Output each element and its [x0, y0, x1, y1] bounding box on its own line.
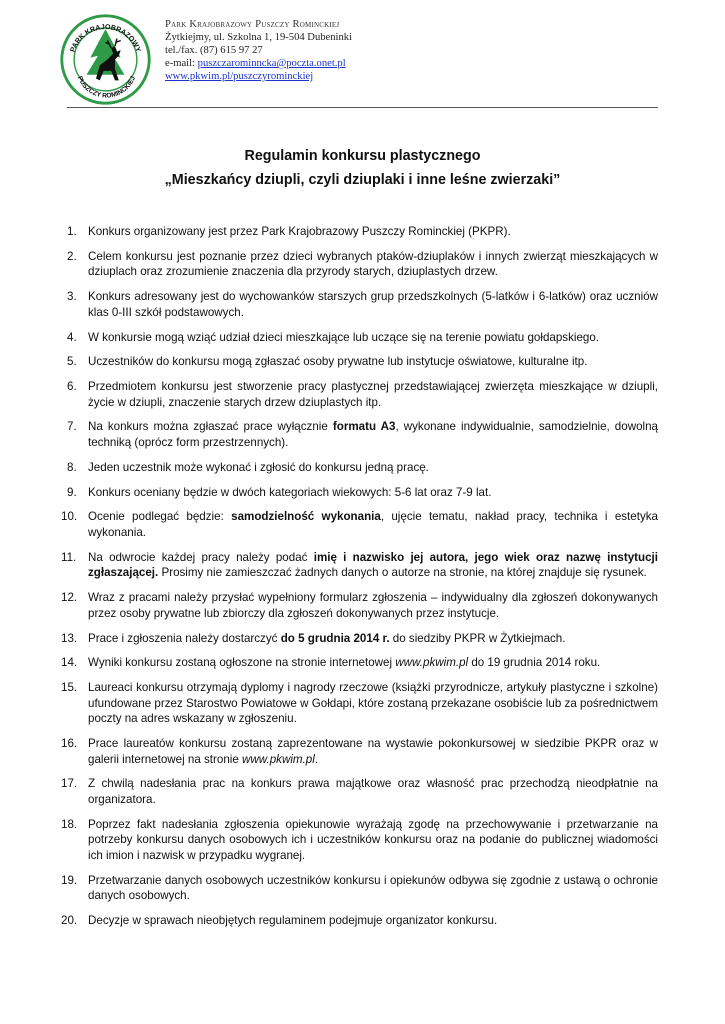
email-label: e-mail:	[165, 58, 198, 69]
list-item	[61, 631, 658, 647]
item-text-a: Prace laureatów konkursu zostaną zaprezentowane na wystawie pokonkursowej w siedzibie PKPR oraz w galerii internetowej na stronie	[88, 737, 658, 766]
list-item	[61, 736, 658, 767]
item-text-c: , wykonane indywidualnie, samodzielnie, dowolną techniką (oprócz form przestrzennych).	[88, 420, 658, 450]
item-text-c: do 19 grudnia 2014 roku.	[468, 656, 601, 670]
item-number: 4.	[67, 330, 77, 344]
list-item	[61, 680, 658, 727]
address: Żytkiejmy, ul. Szkolna 1, 19-504 Dubeninki	[165, 32, 353, 43]
item-text: Przedmiotem konkursu jest stworzenie pracy plastycznej przedstawiającej zwierzęta mieszkające w dziupli, życie w dziupli, znaczenie starych drzew dziuplastych itp.	[88, 380, 658, 409]
item-number: 6.	[67, 380, 77, 394]
item-number: 9.	[67, 485, 77, 499]
item-text-a: Ocenie podlegać będzie:	[88, 510, 232, 524]
item-text: Przetwarzanie danych osobowych uczestników konkursu i opiekunów odbywa się zgodnie z ustawą o ochronie danych osobowych.	[88, 873, 658, 903]
item-text: Decyzje w sprawach nieobjętych regulaminem podejmuje organizator konkursu.	[88, 914, 498, 928]
item-text: Celem konkursu jest poznanie przez dzieci wybranych ptaków-dziuplaków i innych zwierząt mieszkających w dziuplach oraz zrozumienie znaczenia dla przyrody starych, dziuplastych drzew.	[88, 249, 658, 279]
list-item	[61, 655, 658, 671]
item-number: 20.	[61, 914, 78, 928]
item-text-c: Prosimy nie zamieszczać żadnych danych o autorze na stronie, na której znajduje się rysunek.	[158, 566, 647, 580]
phone: tel./fax. (87) 615 97 27	[165, 45, 263, 56]
item-text-italic: www.pkwim.pl	[395, 656, 469, 670]
item-number: 13.	[61, 631, 78, 645]
item-number: 3.	[67, 290, 77, 304]
item-text: Konkurs organizowany jest przez Park Krajobrazowy Puszczy Rominckiej (PKPR).	[88, 225, 511, 238]
list-item	[61, 590, 658, 621]
contest-name: „Mieszkańcy dziupli, czyli dziuplaki i inne leśne zwierzaki”	[164, 172, 561, 188]
item-text: Poprzez fakt nadesłania zgłoszenia opiekunowie wyrażają zgodę na przechowywanie i przetwarzanie na potrzeby konkursu danych osobowych ich i uczestników konkursu oraz na podanie do publicznej wiadomości ich imion i nazwisk w przypadku wygranej.	[88, 817, 658, 862]
item-number: 11.	[61, 550, 77, 564]
list-item	[67, 249, 658, 280]
item-number: 18.	[61, 817, 78, 831]
item-text-c: , ujęcie tematu, nakład pracy, technika i estetyka wykonania.	[88, 510, 658, 539]
svg-text:PARK KRAJOBRAZOWY: PARK KRAJOBRAZOWY	[68, 23, 143, 54]
item-text-bold: formatu A3	[332, 420, 396, 434]
website-link[interactable]: www.pkwim.pl/puszczyrominckiej	[165, 71, 314, 82]
item-text-a: Na odwrocie każdej pracy należy podać	[88, 550, 314, 564]
item-text-bold: do 5 grudnia 2014 r.	[280, 631, 390, 645]
list-item	[67, 379, 658, 410]
item-text-c: .	[314, 752, 319, 766]
item-number: 10.	[61, 510, 78, 524]
list-item	[61, 509, 658, 540]
list-item	[61, 776, 658, 807]
document-title: Regulamin konkursu plastycznego	[244, 148, 481, 164]
item-number: 17.	[61, 777, 78, 791]
list-item	[67, 485, 658, 501]
header-divider	[67, 107, 658, 108]
item-text-c: do siedziby PKPR w Żytkiejmach.	[389, 631, 566, 645]
item-text: Wraz z pracami należy przysłać wypełniony formularz zgłoszenia – indywidualny dla zgłoszeń dokonywanych przez osoby prywatne lub zbiorczy dla zgłoszeń dokonywanych przez instytucje.	[88, 591, 658, 620]
item-number: 7.	[67, 420, 77, 434]
park-logo	[58, 12, 153, 107]
list-item	[67, 460, 658, 476]
org-name: Park Krajobrazowy Puszczy Rominckiej	[165, 19, 340, 30]
item-text-bold: imię i nazwisko jej autora, jego wiek oraz nazwę instytucji zgłaszającej.	[88, 550, 658, 580]
list-item	[67, 289, 658, 320]
item-number: 12.	[61, 591, 78, 605]
item-text: Uczestników do konkursu mogą zgłaszać osoby prywatne lub instytucje oświatowe, kulturalne itp.	[88, 355, 588, 369]
item-text-a: Wyniki konkursu zostaną ogłoszone na stronie internetowej	[88, 656, 396, 670]
item-number: 16.	[61, 737, 78, 751]
list-item	[61, 913, 658, 929]
item-number: 14.	[61, 656, 78, 670]
item-number: 15.	[61, 681, 78, 695]
list-item	[67, 354, 658, 370]
item-text: Z chwilą nadesłania prac na konkurs prawa majątkowe oraz własność prac przechodzą nieodpłatnie na organizatora.	[88, 777, 658, 807]
item-number: 2.	[67, 249, 77, 263]
rules-list	[61, 224, 658, 938]
list-item	[61, 873, 658, 904]
item-text: Laureaci konkursu otrzymają dyplomy i nagrody rzeczowe (książki przyrodnicze, artykuły plastyczne i szkolne) ufundowane przez Starostwo Powiatowe w Gołdapi, które zostaną przekazane osobiście lub za pośrednictwem poczty na adres wskazany w zgłoszeniu.	[88, 681, 658, 726]
item-number: 1.	[67, 225, 77, 238]
item-text: Konkurs oceniany będzie w dwóch kategoriach wiekowych: 5-6 lat oraz 7-9 lat.	[88, 485, 492, 499]
item-text-a: Prace i zgłoszenia należy dostarczyć	[88, 631, 281, 645]
letterhead	[58, 12, 658, 102]
email-link[interactable]: puszczarominncka@poczta.onet.pl	[197, 58, 346, 69]
item-text-a: Na konkurs można zgłaszać prace wyłącznie	[88, 420, 333, 434]
list-item	[67, 224, 658, 240]
svg-text:PUSZCZY ROMINCKIEJ: PUSZCZY ROMINCKIEJ	[75, 75, 138, 100]
email-line	[165, 57, 352, 70]
item-number: 5.	[67, 355, 77, 369]
item-number: 19.	[61, 873, 78, 887]
item-text: Konkurs adresowany jest do wychowanków starszych grup przedszkolnych (5-latków i 6-latków) oraz uczniów klas 0-III szkół podstawowych.	[88, 290, 658, 319]
item-text: W konkursie mogą wziąć udział dzieci mieszkające lub uczące się na terenie powiatu gołdapskiego.	[88, 330, 600, 344]
list-item	[61, 817, 658, 864]
item-text-bold: samodzielność wykonania	[231, 510, 381, 524]
item-text-italic: www.pkwim.pl	[242, 752, 315, 766]
list-item	[61, 550, 658, 581]
website-line	[165, 70, 352, 83]
item-text: Jeden uczestnik może wykonać i zgłosić do konkursu jedną pracę.	[88, 460, 429, 474]
contact-block	[165, 18, 352, 83]
item-number: 8.	[67, 460, 77, 474]
list-item	[67, 330, 658, 346]
list-item	[67, 419, 658, 450]
